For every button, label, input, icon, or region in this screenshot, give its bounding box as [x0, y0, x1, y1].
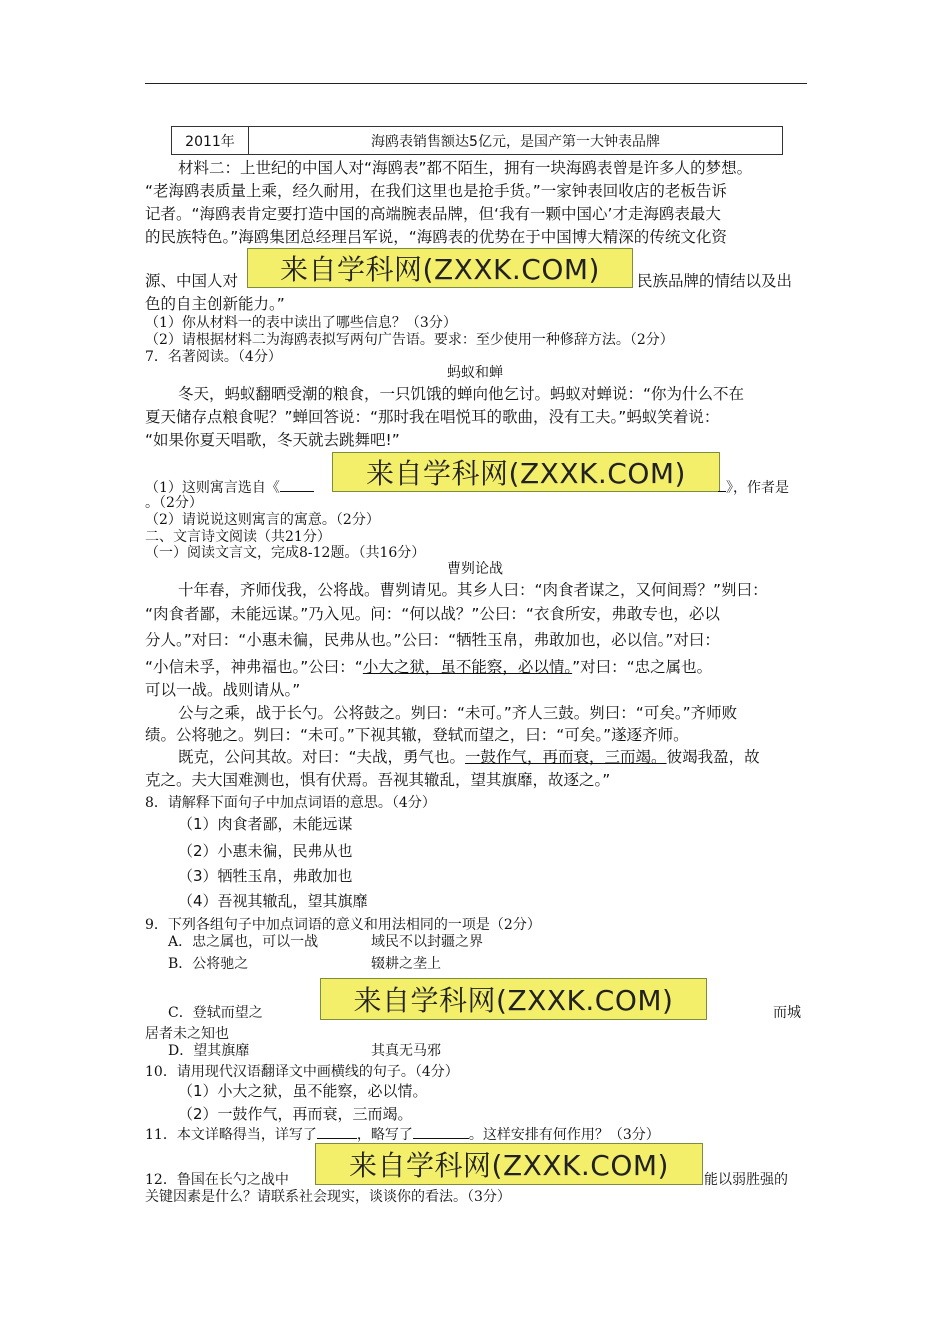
- question-8-item: （3）牺牲玉帛，弗敢加也: [178, 867, 353, 885]
- question-10-item: （2）一鼓作气，再而衰，三而竭。: [178, 1105, 413, 1123]
- watermark-banner: 来自学科网(ZXXK.COM): [320, 978, 707, 1020]
- material2-line: 色的自主创新能力。”: [145, 295, 285, 313]
- watermark-banner: 来自学科网(ZXXK.COM): [247, 248, 633, 288]
- underlined-sentence: 一鼓作气，再而衰，三而竭。: [465, 748, 667, 766]
- question-7-2: （2）请说说这则寓言的寓意。（2分）: [145, 512, 380, 528]
- fable-title: 蚂蚁和蝉: [447, 365, 503, 381]
- option-a-right: 域民不以封疆之界: [371, 934, 483, 950]
- question-6-2: （2）请根据材料二为海鸥表拟写两句广告语。要求：至少使用一种修辞方法。（2分）: [145, 332, 674, 348]
- section-2-1-heading: （一）阅读文言文，完成8-12题。（共16分）: [145, 545, 426, 561]
- fable-line: “如果你夏天唱歌，冬天就去跳舞吧!”: [145, 431, 400, 449]
- question-8: 8．请解释下面句子中加点词语的意思。（4分）: [145, 795, 436, 811]
- essay-line: 可以一战。战则请从。”: [145, 681, 301, 699]
- answer-blank[interactable]: [718, 477, 726, 492]
- answer-blank[interactable]: [413, 1124, 469, 1139]
- essay-line: “肉食者鄙，未能远谋。”乃入见。问：“何以战？”公曰：“衣食所安，弗敢专也，必以: [145, 605, 720, 623]
- material2-line: 的民族特色。”海鸥集团总经理吕军说，“海鸥表的优势在于中国博大精深的传统文化资: [145, 228, 727, 246]
- underlined-sentence: 小大之狱，虽不能察，必以情。: [362, 658, 573, 676]
- watermark-banner: 来自学科网(ZXXK.COM): [332, 452, 720, 492]
- essay-line: 分人。”对曰：“小惠未徧，民弗从也。”公曰：“牺牲玉帛，弗敢加也，必以信。”对曰：: [145, 631, 720, 649]
- material2-line: 民族品牌的情结以及出: [637, 272, 793, 290]
- essay-line: 既克，公问其故。对曰：“夫战，勇气也。一鼓作气，再而衰，三而竭。彼竭我盈，故: [178, 748, 760, 766]
- material2-line: 材料二：上世纪的中国人对“海鸥表”都不陌生，拥有一块海鸥表曾是许多人的梦想。: [178, 159, 753, 177]
- essay-line: 十年春，齐师伐我，公将战。曹刿请见。其乡人曰：“肉食者谋之，又何间焉？”刿曰：: [178, 581, 768, 599]
- question-7-1: （1）这则寓言选自《: [145, 477, 314, 498]
- answer-blank[interactable]: [280, 477, 314, 492]
- question-7-1-tail: 。（2分）: [145, 495, 203, 511]
- answer-blank[interactable]: [317, 1124, 357, 1139]
- essay-line: 克之。夫大国难测也，惧有伏焉。吾视其辙乱，望其旗靡，故逐之。”: [145, 771, 611, 789]
- option-c-tail: 居者未之知也: [145, 1026, 229, 1042]
- material2-line: “老海鸥表质量上乘，经久耐用，在我们这里也是抢手货。”一家钟表回收店的老板告诉: [145, 182, 727, 200]
- option-b-left: B．公将驰之: [168, 956, 249, 972]
- essay-title: 曹刿论战: [447, 561, 503, 577]
- watermark-banner: 来自学科网(ZXXK.COM): [315, 1143, 703, 1185]
- option-a-left: A．忠之属也，可以一战: [168, 934, 319, 950]
- question-6-1: （1）你从材料一的表中读出了哪些信息？（3分）: [145, 315, 457, 331]
- essay-line: 绩。公将驰之。刿曰：“未可。”下视其辙，登轼而望之，曰：“可矣。”遂逐齐师。: [145, 726, 689, 744]
- material2-line: 源、中国人对: [145, 272, 239, 290]
- top-rule: [145, 83, 807, 84]
- fable-line: 冬天，蚂蚁翻晒受潮的粮食，一只饥饿的蝉向他乞讨。蚂蚁对蝉说：“你为什么不在: [178, 385, 745, 403]
- option-d-right: 其真无马邪: [371, 1043, 441, 1059]
- question-12-line2: 关键因素是什么？请联系社会现实，谈谈你的看法。（3分）: [145, 1189, 511, 1205]
- question-8-item: （4）吾视其辙乱，望其旗靡: [178, 892, 368, 910]
- question-11: 11．本文详略得当，详写了 ，略写了 。这样安排有何作用？（3分）: [145, 1124, 660, 1145]
- material2-line: 记者。“海鸥表肯定要打造中国的高端腕表品牌，但‘我有一颗中国心’才走海鸥表最大: [145, 205, 721, 223]
- timeline-table-row: [171, 126, 783, 155]
- option-d-left: D．望其旗靡: [168, 1043, 250, 1059]
- question-9: 9．下列各组句子中加点词语的意义和用法相同的一项是（2分）: [145, 917, 541, 933]
- essay-line: “小信未孚，神弗福也。”公曰：“小大之狱，虽不能察，必以情。”对曰：“忠之属也。: [145, 658, 713, 676]
- question-12-right: 能以弱胜强的: [704, 1172, 788, 1188]
- question-12: 12．鲁国在长勺之战中: [145, 1172, 289, 1188]
- option-b-right: 辍耕之垄上: [371, 956, 441, 972]
- question-8-item: （2）小惠未徧，民弗从也: [178, 842, 353, 860]
- fable-line: 夏天储存点粮食呢？”蝉回答说：“那时我在唱悦耳的歌曲，没有工夫。”蚂蚁笑着说：: [145, 408, 720, 426]
- option-c-right: 而城: [773, 1005, 801, 1021]
- question-10: 10．请用现代汉语翻译文中画横线的句子。（4分）: [145, 1064, 459, 1080]
- essay-line: 公与之乘，战于长勺。公将鼓之。刿曰：“未可。”齐人三鼓。刿曰：“可矣。”齐师败: [178, 704, 738, 722]
- question-7-1-right: 》，作者是: [718, 477, 789, 498]
- section-2-heading: 二、文言诗文阅读（共21分）: [145, 529, 331, 545]
- table-year-cell: 2011年: [172, 127, 249, 154]
- question-10-item: （1）小大之狱，虽不能察，必以情。: [178, 1082, 428, 1100]
- table-event-cell: 海鸥表销售额达5亿元，是国产第一大钟表品牌: [371, 133, 660, 150]
- question-7: 7．名著阅读。（4分）: [145, 349, 282, 365]
- question-8-item: （1）肉食者鄙，未能远谋: [178, 815, 353, 833]
- option-c-left: C．登轼而望之: [168, 1005, 263, 1021]
